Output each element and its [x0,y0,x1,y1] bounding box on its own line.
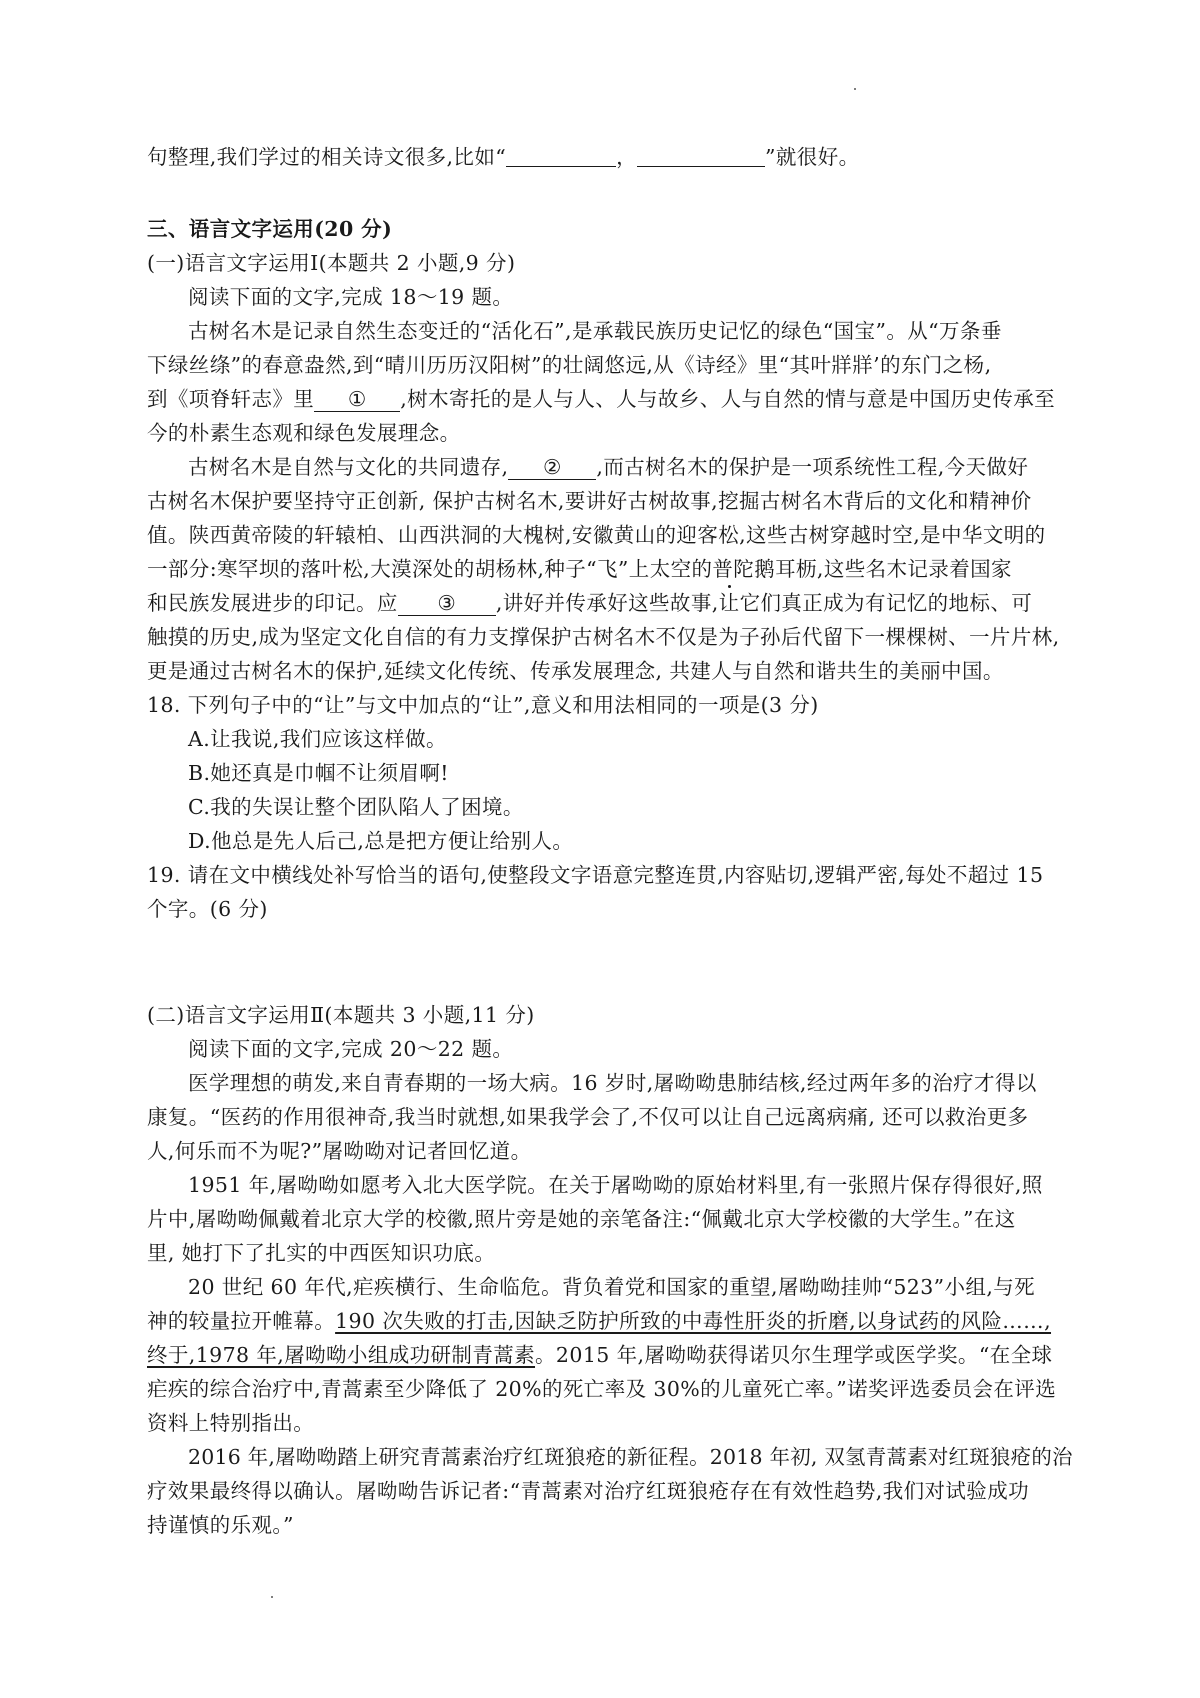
question-18-stem: 18. 下列句子中的“让”与文中加点的“让”,意义和用法相同的一项是(3 分) [147,693,819,717]
fill-blank-3[interactable]: ③ [398,591,496,616]
passage-line: 更是通过古树名木的保护,延续文化传统、传承发展理念, 共建人与自然和谐共生的美丽中国。 [147,659,1004,683]
passage-text: 古树名木是自然与文化的共同遗存, [188,455,509,479]
part-title: (一)语言文字运用Ⅰ(本题共 2 小题,9 分) [147,251,516,275]
passage-line: 持谨慎的乐观。” [147,1513,294,1537]
fill-blank-1[interactable]: ① [314,387,400,412]
passage-line: 2016 年,屠呦呦踏上研究青蒿素治疗红斑狼疮的新征程。2018 年初, 双氢青蒿素对红斑狼疮的治 [188,1445,1073,1469]
passage-text: 它们真正成为有记忆的地标、可 [739,591,1033,615]
q18-option-a[interactable]: A.让我说,我们应该这样做。 [188,727,447,751]
passage-line: 医学理想的萌发,来自青春期的一场大病。16 岁时,屠呦呦患肺结核,经过两年多的治疗才得以 [188,1071,1037,1095]
section-title: 三、语言文字运用(20 分) [147,217,393,241]
passage-line: 今的朴素生态观和绿色发展理念。 [147,421,461,445]
passage-line: 古树名木保护要坚持守正创新, 保护古树名木,要讲好古树故事,挖掘古树名木背后的文化和精神价 [147,489,1032,513]
passage-line: 一部分:寒罕坝的落叶松,大漠深处的胡杨林,种子“飞”上太空的普陀鹅耳枥,这些名木记录着国家 [147,557,1012,581]
part-title: (二)语言文字运用Ⅱ(本题共 3 小题,11 分) [147,1003,535,1027]
dotted-char-rang: 让 [719,588,740,618]
q18-option-c[interactable]: C.我的失误让整个团队陷人了困境。 [188,795,524,819]
passage-text: 到《项脊轩志》里 [147,387,315,411]
continuation-text: ”就很好。 [765,145,860,169]
continuation-text: 句整理,我们学过的相关诗文很多,比如“ [147,145,507,169]
continuation-comma: ， [616,145,638,169]
passage-line: 下绿丝绦”的春意盎然,到“晴川历历汉阳树”的壮阔悠远,从《诗经》里“其叶牂牂’的东门之杨, [147,353,992,377]
passage-line: 资料上特别指出。 [147,1411,315,1435]
passage-line [188,452,1072,482]
passage-line: 值。陕西黄帝陵的轩辕柏、山西洪洞的大槐树,安徽黄山的迎客松,这些古树穿越时空,是中华文明的 [147,523,1046,547]
passage-line: 人,何乐而不为呢?”屠呦呦对记者回忆道。 [147,1139,532,1163]
continuation-line [147,142,1072,172]
underlined-text: 终于,1978 年,屠呦呦小组成功研制青蒿素 [147,1343,536,1367]
instruction: 阅读下面的文字,完成 20～22 题。 [188,1037,514,1061]
passage-text: 和民族发展进步的印记。应 [147,591,398,615]
question-19-stem: 19. 请在文中横线处补写恰当的语句,使整段文字语意完整连贯,内容贴切,逻辑严密,每处不超过 15 [147,863,1044,887]
passage-line: 1951 年,屠呦呦如愿考入北大医学院。在关于屠呦呦的原始材料里,有一张照片保存得很好,照 [188,1173,1043,1197]
q18-option-b[interactable]: B.她还真是巾帼不让须眉啊! [188,761,449,785]
passage-line [147,588,1072,618]
passage-line: 康复。“医药的作用很神奇,我当时就想,如果我学会了,不仅可以让自己远离病痛, 还可以救治更多 [147,1105,1029,1129]
passage-text: ,树木寄托的是人与人、人与故乡、人与自然的情与意是中国历史传承至 [400,387,1056,411]
scan-speck [271,1596,273,1598]
passage-line: 20 世纪 60 年代,疟疾横行、生命临危。背负着党和国家的重望,屠呦呦挂帅“523”小组,与死 [188,1275,1036,1299]
passage-line: 疟疾的综合治疗中,青蒿素至少降低了 20%的死亡率及 30%的儿童死亡率。”诺奖评选委员会在评选 [147,1377,1057,1401]
passage-line: 触摸的历史,成为坚定文化自信的有力支撑保护古树名木不仅是为子孙后代留下一棵棵树、一片片林, [147,625,1060,649]
passage-line: 片中,屠呦呦佩戴着北京大学的校徽,照片旁是她的亲笔备注:“佩戴北京大学校徽的大学生。”在这 [147,1207,1016,1231]
passage-line [147,1306,1072,1336]
passage-line [147,1340,1072,1370]
passage-line: 疗效果最终得以确认。屠呦呦告诉记者:“青蒿素对治疗红斑狼疮存在有效性趋势,我们对试验成功 [147,1479,1030,1503]
underlined-text: 190 次失败的打击,因缺乏防护所致的中毒性肝炎的折磨,以身试药的风险……, [335,1309,1052,1333]
passage-text: 神的较量拉开帷幕。 [147,1309,336,1333]
q18-option-d[interactable]: D.他总是先人后己,总是把方便让给别人。 [188,829,574,853]
scan-speck [854,88,856,90]
question-19-stem: 个字。(6 分) [147,897,268,921]
passage-line [147,384,1072,414]
instruction: 阅读下面的文字,完成 18～19 题。 [188,285,514,309]
passage-text: ,而古树名木的保护是一项系统性工程,今天做好 [596,455,1029,479]
answer-blank[interactable] [637,144,765,167]
fill-blank-2[interactable]: ② [508,455,596,480]
passage-line: 里, 她打下了扎实的中西医知识功底。 [147,1241,496,1265]
answer-blank[interactable] [506,144,616,167]
passage-text: ,讲好并传承好这些故事, [495,591,719,615]
passage-text: 。2015 年,屠呦呦获得诺贝尔生理学或医学奖。“在全球 [535,1343,1053,1367]
passage-line: 古树名木是记录自然生态变迁的“活化石”,是承载民族历史记忆的绿色“国宝”。从“万条垂 [188,319,1002,343]
